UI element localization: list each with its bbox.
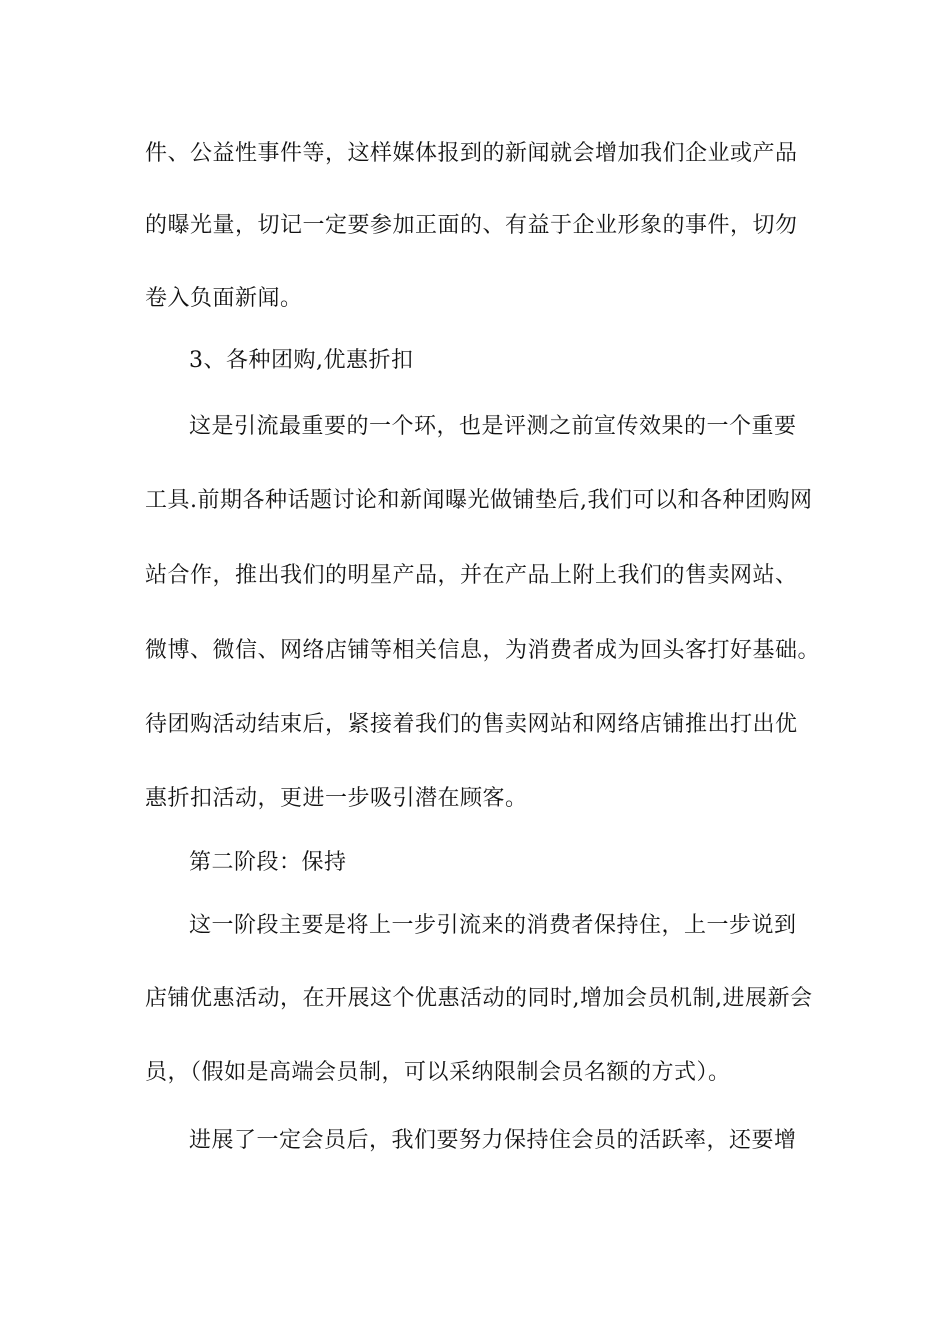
paragraph-line: 站合作，推出我们的明星产品，并在产品上附上我们的售卖网站、: [145, 563, 798, 588]
paragraph-line: 店铺优惠活动，在开展这个优惠活动的同时,增加会员机制,进展新会: [145, 986, 813, 1011]
paragraph-line: 这是引流最重要的一个环，也是评测之前宣传效果的一个重要: [189, 414, 797, 439]
paragraph-line: 待团购活动结束后，紧接着我们的售卖网站和网络店铺推出打出优: [145, 712, 798, 737]
paragraph-line: 惠折扣活动，更进一步吸引潜在顾客。: [145, 786, 528, 811]
paragraph-line: 件、公益性事件等，这样媒体报到的新闻就会增加我们企业或产品: [145, 141, 798, 166]
stage-heading: 第二阶段：保持: [189, 850, 347, 875]
paragraph-line: 工具.前期各种话题讨论和新闻曝光做铺垫后,我们可以和各种团购网: [145, 488, 813, 513]
paragraph-line: 员，（假如是高端会员制，可以采纳限制会员名额的方式）。: [145, 1060, 731, 1085]
section-heading: 3、各种团购,优惠折扣: [189, 348, 414, 373]
paragraph-line: 卷入负面新闻。: [145, 286, 303, 311]
paragraph-line: 进展了一定会员后，我们要努力保持住会员的活跃率，还要增: [189, 1128, 797, 1153]
paragraph-line: 的曝光量，切记一定要参加正面的、有益于企业形象的事件，切勿: [145, 213, 798, 238]
paragraph-line: 这一阶段主要是将上一步引流来的消费者保持住，上一步说到: [189, 913, 797, 938]
paragraph-line: 微博、微信、网络店铺等相关信息，为消费者成为回头客打好基础。: [145, 638, 821, 663]
